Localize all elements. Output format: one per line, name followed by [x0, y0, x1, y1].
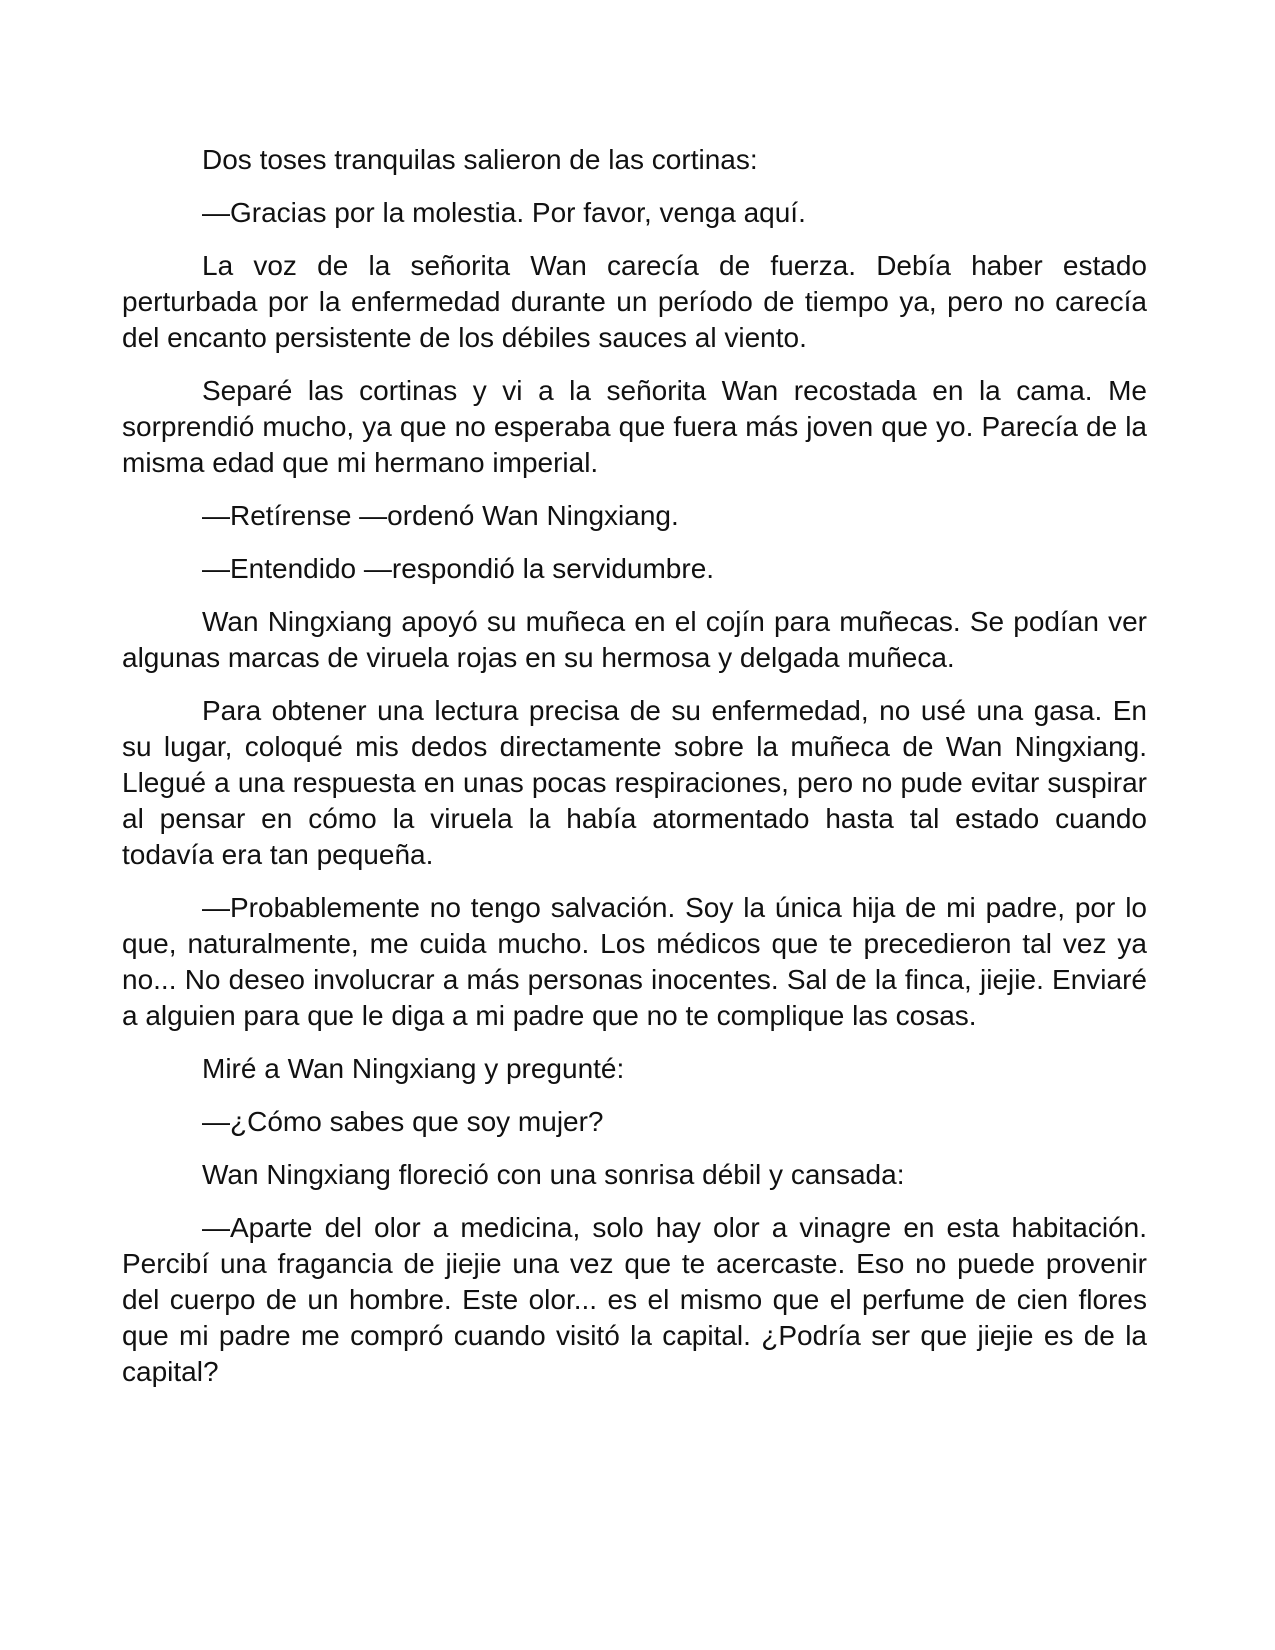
paragraph-13: —Aparte del olor a medicina, solo hay olor a vinagre en esta habitación. Percibí una fragancia de jiejie una vez que te acercaste. Eso no puede provenir del cuerpo de un hombre. Este olor... es el mismo que el perfume de cien flores que mi padre me compró cuando visitó la capital. ¿Podría ser que jiejie es de la capital?: [122, 1212, 1147, 1387]
paragraph-6: —Entendido —respondió la servidumbre.: [202, 553, 715, 584]
paragraph-5: —Retírense —ordenó Wan Ningxiang.: [202, 500, 679, 531]
document-page: [122, 142, 1147, 1407]
paragraph-7: Wan Ningxiang apoyó su muñeca en el cojín para muñecas. Se podían ver algunas marcas de viruela rojas en su hermosa y delgada muñeca.: [122, 606, 1147, 673]
paragraph-2: —Gracias por la molestia. Por favor, venga aquí.: [202, 197, 806, 228]
paragraph-8: Para obtener una lectura precisa de su enfermedad, no usé una gasa. En su lugar, coloqué mis dedos directamente sobre la muñeca de Wan Ningxiang. Llegué a una respuesta en unas pocas respiraciones, pero no pude evitar suspirar al pensar en cómo la viruela la había atormentado hasta tal estado cuando todavía era tan pequeña.: [122, 695, 1147, 870]
paragraph-1: Dos toses tranquilas salieron de las cortinas:: [202, 144, 758, 175]
paragraph-12: Wan Ningxiang floreció con una sonrisa débil y cansada:: [202, 1159, 905, 1190]
paragraph-11: —¿Cómo sabes que soy mujer?: [202, 1106, 604, 1137]
paragraph-10: Miré a Wan Ningxiang y pregunté:: [202, 1053, 625, 1084]
paragraph-4: Separé las cortinas y vi a la señorita Wan recostada en la cama. Me sorprendió mucho, ya que no esperaba que fuera más joven que yo. Parecía de la misma edad que mi hermano imperial.: [122, 375, 1147, 478]
paragraph-9: —Probablemente no tengo salvación. Soy la única hija de mi padre, por lo que, naturalmente, me cuida mucho. Los médicos que te precedieron tal vez ya no... No deseo involucrar a más personas inocentes. Sal de la finca, jiejie. Enviaré a alguien para que le diga a mi padre que no te complique las cosas.: [122, 892, 1147, 1031]
paragraph-3: La voz de la señorita Wan carecía de fuerza. Debía haber estado perturbada por la enfermedad durante un período de tiempo ya, pero no carecía del encanto persistente de los débiles sauces al viento.: [122, 250, 1147, 353]
